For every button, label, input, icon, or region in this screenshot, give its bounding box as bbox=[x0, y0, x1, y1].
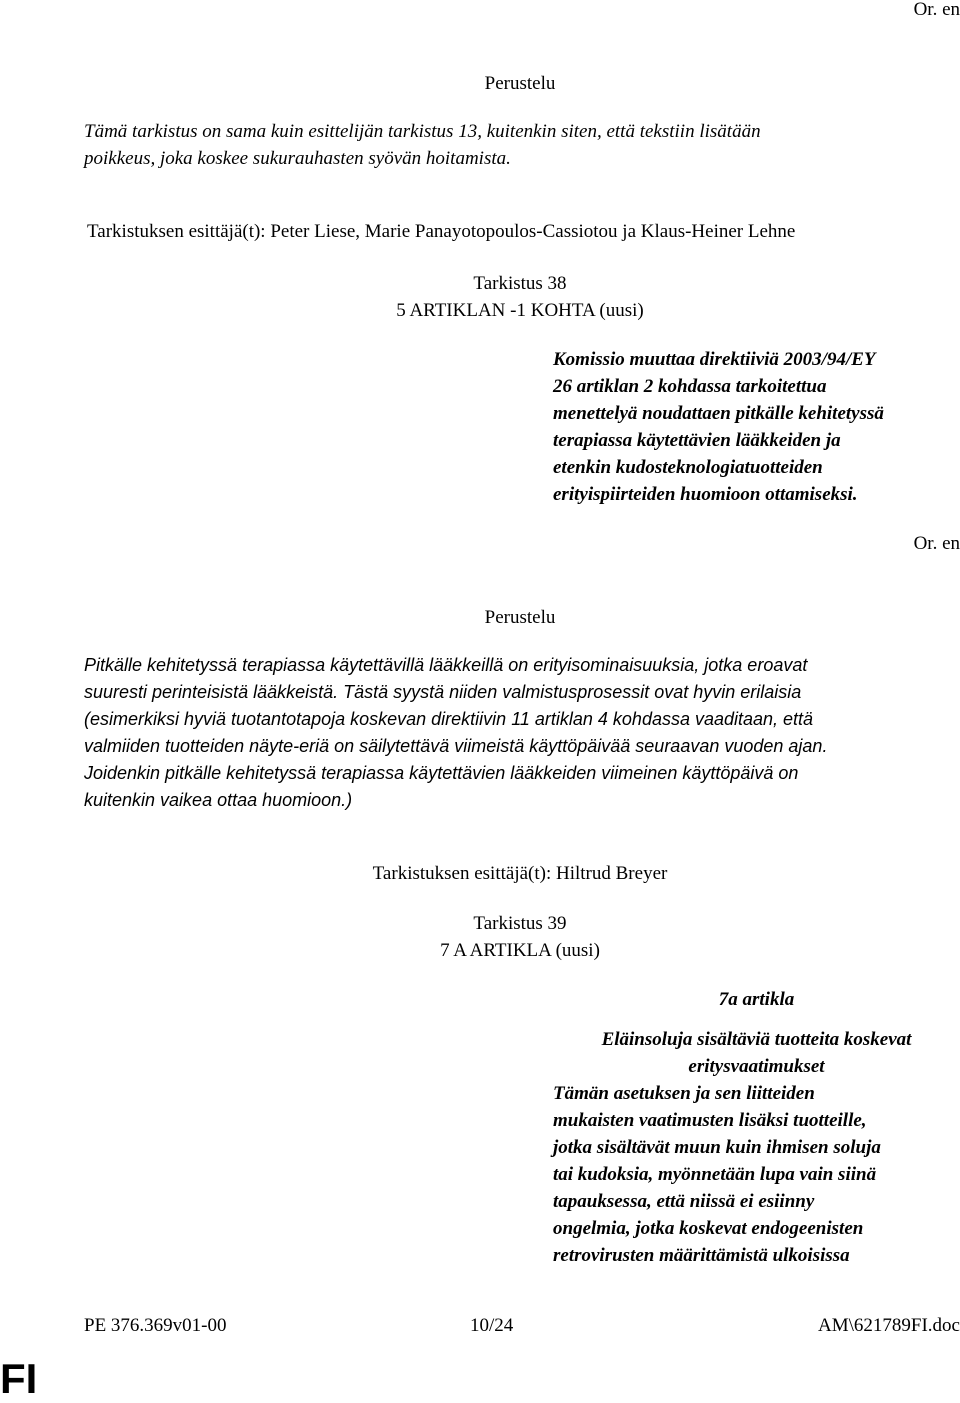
text-line: retrovirusten määrittämistä ulkoisissa bbox=[553, 1245, 850, 1266]
justification-heading: Perustelu bbox=[484, 73, 556, 94]
text-line: valmiiden tuotteiden näyte-eriä on säilytettävä viimeistä käyttöpäivää seuraavan vuoden ajan. bbox=[84, 736, 828, 756]
amendment-title: Tarkistus 38 bbox=[473, 273, 567, 294]
text-segment: Tästä syystä niiden valmistusprosessit ovat hyvin erilaisia bbox=[338, 682, 802, 702]
text-line: Tämän asetuksen ja sen liitteiden bbox=[553, 1083, 815, 1104]
footer-document-name: AM\621789FI.doc bbox=[818, 1315, 960, 1336]
original-language-label: Or. en bbox=[913, 533, 960, 554]
text-line: Joidenkin pitkälle kehitetyssä terapiassa käytettävien lääkkeiden viimeinen käyttöpäivä on bbox=[84, 763, 799, 783]
text-line bbox=[84, 679, 960, 706]
amendment-article: 5 ARTIKLAN -1 KOHTA (uusi) bbox=[396, 300, 644, 321]
text-line: (esimerkiksi hyviä tuotantotapoja koskevan direktiivin 11 artiklan 4 kohdassa vaaditaan, että bbox=[84, 709, 814, 729]
footer-page-number: 10/24 bbox=[470, 1315, 514, 1336]
text-line: Komissio muuttaa direktiiviä 2003/94/EY bbox=[553, 349, 876, 370]
language-code: FI bbox=[0, 1355, 38, 1402]
text-line: eritysvaatimukset bbox=[688, 1056, 825, 1077]
amendment-article: 7 A ARTIKLA (uusi) bbox=[440, 940, 600, 961]
amendment-text bbox=[553, 346, 960, 508]
new-article-subtitle bbox=[553, 1026, 960, 1080]
text-line: menettelyä noudattaen pitkälle kehitetyssä bbox=[553, 403, 884, 424]
amendment-text bbox=[553, 1080, 960, 1269]
amendment-tabler: Tarkistuksen esittäjä(t): Peter Liese, Marie Panayotopoulos-Cassiotou ja Klaus-Heiner Lehne bbox=[87, 221, 796, 242]
text-line: Pitkälle kehitetyssä terapiassa käytettävillä lääkkeillä on erityisominaisuuksia, jotka eroavat bbox=[84, 655, 808, 675]
text-line: Eläinsoluja sisältäviä tuotteita koskevat bbox=[601, 1029, 912, 1050]
text-line: terapiassa käytettävien lääkkeiden ja bbox=[553, 430, 841, 451]
original-language-label: Or. en bbox=[913, 0, 960, 20]
justification-text bbox=[84, 118, 960, 172]
text-line: 26 artiklan 2 kohdassa tarkoitettua bbox=[553, 376, 827, 397]
amendment-title: Tarkistus 39 bbox=[473, 913, 567, 934]
new-article-title: 7a artikla bbox=[718, 989, 795, 1010]
justification-text bbox=[84, 652, 960, 814]
text-line: tapauksessa, että niissä ei esiinny bbox=[553, 1191, 815, 1212]
amendment-tabler: Tarkistuksen esittäjä(t): Hiltrud Breyer bbox=[372, 863, 668, 884]
footer-reference: PE 376.369v01-00 bbox=[84, 1315, 227, 1336]
text-line: poikkeus, joka koskee sukurauhasten syövän hoitamista. bbox=[84, 148, 511, 169]
text-line: kuitenkin vaikea ottaa huomioon.) bbox=[84, 790, 353, 810]
text-line: mukaisten vaatimusten lisäksi tuotteille, bbox=[553, 1110, 867, 1131]
text-line: Tämä tarkistus on sama kuin esittelijän tarkistus 13, kuitenkin siten, että tekstiin lisätään bbox=[84, 121, 761, 142]
text-line: erityispiirteiden huomioon ottamiseksi. bbox=[553, 484, 858, 505]
text-segment: suuresti perinteisistä lääkkeistä. bbox=[84, 682, 339, 702]
text-line: tai kudoksia, myönnetään lupa vain siinä bbox=[553, 1164, 877, 1185]
text-line: jotka sisältävät muun kuin ihmisen soluja bbox=[553, 1137, 881, 1158]
text-line: ongelmia, jotka koskevat endogeenisten bbox=[553, 1218, 864, 1239]
text-line: etenkin kudosteknologiatuotteiden bbox=[553, 457, 823, 478]
justification-heading: Perustelu bbox=[484, 607, 556, 628]
